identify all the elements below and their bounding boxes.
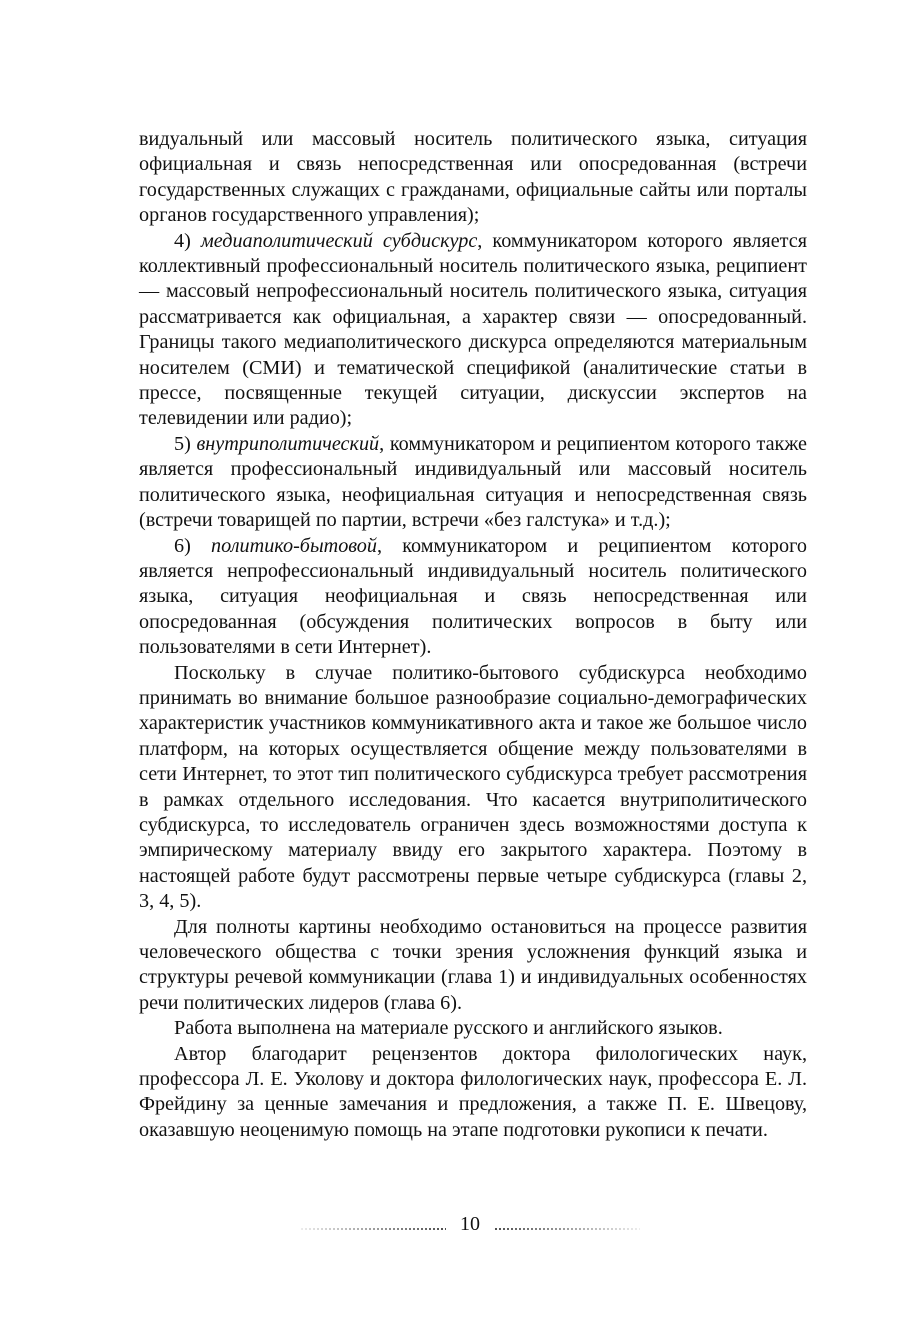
paragraph-text: Автор благодарит рецензентов доктора филологических наук, профессора Л. Е. Уколову и доктора филологических наук, профессора Е. Л. Фрейдину за ценные замечания и предложения, а также П. Е. Швецову, оказавшую неоценимую помощь на этапе подготовки рукописи к печати.	[139, 1042, 807, 1141]
paragraph-item-5	[139, 432, 807, 534]
paragraph-text: видуальный или массовый носитель политического языка, ситуация официальная и связь непосредственная или опосредованная (встречи государственных служащих с гражданами, официальные сайты или порталы органов государственного управления);	[139, 128, 807, 227]
paragraph-text: , коммуникатором которого является коллективный профессиональный носитель политического языка, реципиент — массовый непрофессиональный носитель политического языка, ситуация рассматривается как официальная, а характер связи — опосредованный. Границы такого медиаполитического дискурса определяются материальным носителем (СМИ) и тематической спецификой (аналитические статьи в прессе, посвященные текущей ситуации, дискуссии экспертов на телевидении или радио);	[139, 229, 807, 430]
paragraph-item-4	[139, 229, 807, 432]
footer-dotted-rule-left	[300, 1228, 446, 1230]
item-term: медиаполитический субдискурс	[200, 229, 478, 252]
page-body	[139, 127, 807, 1143]
page-footer	[300, 1212, 640, 1236]
item-number: 6)	[174, 534, 212, 557]
paragraph-text: Поскольку в случае политико-бытового субдискурса необходимо принимать во внимание большое разнообразие социально-демографических характеристик участников коммуникативного акта и такое же большое число платформ, на которых осуществляется общение между пользователями в сети Интернет, то этот тип политического субдискурса требует рассмотрения в рамках отдельного исследования. Что касается внутриполитического субдискурса, то исследователь ограничен здесь возможностями доступа к эмпирическому материалу ввиду его закрытого характера. Поэтому в настоящей работе будут рассмотрены первые четыре субдискурса (главы 2, 3, 4, 5).	[139, 661, 807, 913]
paragraph-item-6	[139, 534, 807, 661]
page-number: 10	[460, 1212, 480, 1235]
item-term: внутриполитический	[196, 432, 380, 455]
paragraph-continuation	[139, 127, 807, 229]
item-number: 5)	[174, 432, 197, 455]
paragraph-text: , коммуникатором и реципиентом которого является непрофессиональный индивидуальный носитель политического языка, ситуация неофициальная и связь непосредственная или опосредованная (обсуждения политических вопросов в быту или пользователями в сети Интернет).	[139, 534, 807, 659]
paragraph-completeness	[139, 915, 807, 1017]
item-number: 4)	[174, 229, 201, 252]
paragraph-text: Для полноты картины необходимо остановиться на процессе развития человеческого общества с точки зрения усложнения функций языка и структуры речевой коммуникации (глава 1) и индивидуальных особенностях речи политических лидеров (глава 6).	[139, 915, 807, 1014]
paragraph-material	[139, 1016, 807, 1041]
paragraph-text: , коммуникатором и реципиентом которого также является профессиональный индивидуальный или массовый носитель политического языка, неофициальная ситуация и непосредственная связь (встречи товарищей по партии, встречи «без галстука» и т.д.);	[139, 432, 807, 532]
footer-dotted-rule-right	[494, 1228, 640, 1230]
paragraph-text: Работа выполнена на материале русского и английского языков.	[174, 1017, 723, 1040]
paragraph-acknowledgements	[139, 1042, 807, 1144]
paragraph-subdiscourse-scope	[139, 661, 807, 915]
item-term: политико-бытовой	[211, 534, 377, 557]
